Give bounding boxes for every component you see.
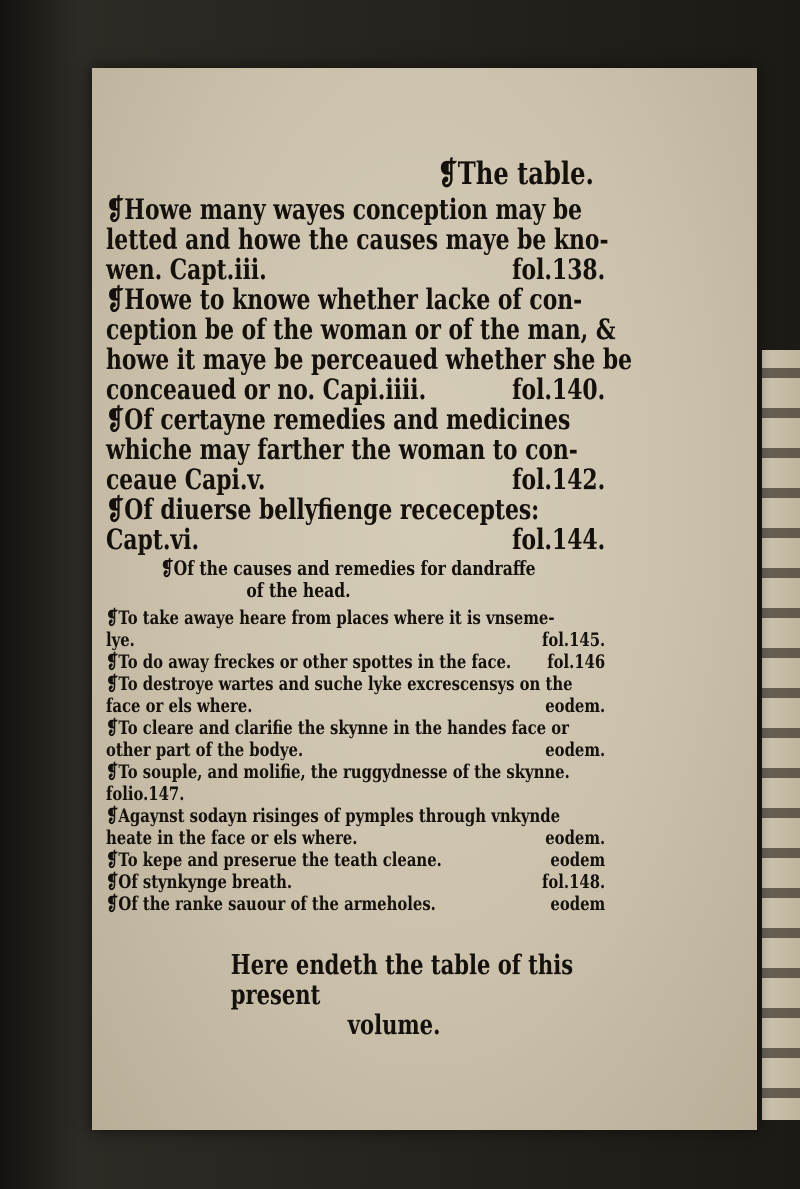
entry-last-line — [106, 783, 605, 805]
table-entry — [106, 405, 605, 495]
entry-last-line — [106, 695, 605, 717]
table-entry — [106, 849, 605, 871]
entry-line-text: To souple, and molifie, the ruggydnesse of the skynne. — [118, 761, 570, 783]
folio-reference: fol.142. — [512, 463, 606, 496]
subheading-line-1 — [161, 557, 606, 579]
table-entry — [106, 871, 605, 893]
entry-last-line-text: conceaued or no. Capi.iiii. — [106, 373, 427, 406]
folio-reference: fol.145. — [542, 629, 606, 651]
table-entry — [106, 283, 633, 406]
entry-line — [106, 405, 605, 435]
table-entry — [106, 761, 605, 805]
folio-reference: eodem — [550, 849, 606, 871]
small-entries — [106, 607, 605, 915]
entry-last-line — [106, 827, 605, 849]
entry-last-line — [106, 465, 605, 495]
pilcrow-icon: ❡ — [106, 283, 125, 316]
table-entry — [106, 893, 605, 915]
closing-text — [106, 951, 605, 1041]
heading-text: The table. — [457, 156, 594, 192]
pilcrow-icon: ❡ — [106, 193, 125, 226]
entry-last-line-text: folio.147. — [106, 783, 185, 805]
table-entry — [106, 717, 605, 761]
entry-line — [106, 435, 605, 465]
pilcrow-icon: ❡ — [106, 493, 125, 526]
large-entries — [106, 193, 633, 556]
table-entry — [106, 607, 605, 651]
entry-last-line — [106, 629, 605, 651]
entry-line — [106, 313, 616, 346]
entry-line-text: Of diuerse bellyfienge receceptes: — [124, 493, 540, 526]
entry-last-line-text: Of stynkynge breath. — [118, 871, 293, 893]
pilcrow-icon: ❡ — [106, 673, 119, 695]
entry-line-text: Howe many wayes conception may be — [124, 193, 583, 226]
pilcrow-icon: ❡ — [437, 156, 458, 192]
page-heading — [106, 153, 605, 195]
entry-line-text: To destroye wartes and suche lyke excrescensys on the — [118, 673, 573, 695]
entry-last-line-text: Of the ranke sauour of the armeholes. — [118, 893, 436, 915]
pilcrow-icon: ❡ — [106, 871, 119, 893]
entry-line-text: Of certayne remedies and medicines — [124, 403, 571, 436]
closing-line-2: volume. — [347, 1010, 441, 1041]
entry-last-line — [106, 651, 605, 673]
subheading-line-2: of the head. — [246, 578, 351, 602]
entry-line-text: To cleare and clarifie the skynne in the handes face or — [118, 717, 569, 739]
folio-reference: fol.138. — [512, 253, 606, 286]
entry-line-text: whiche may farther the woman to con- — [106, 433, 578, 466]
pilcrow-icon: ❡ — [160, 556, 174, 580]
entry-last-line-text: ceaue Capi.v. — [106, 463, 266, 496]
entry-line-text: Howe to knowe whether lacke of con- — [124, 283, 583, 316]
entry-last-line-text: Capt.vi. — [106, 523, 200, 556]
entry-line-text: howe it maye be perceaued whether she be — [106, 343, 633, 376]
entry-line — [106, 607, 605, 629]
folio-reference: fol.144. — [512, 523, 606, 556]
entry-last-line — [106, 375, 605, 405]
entry-last-line — [106, 525, 605, 555]
entry-last-line — [106, 849, 605, 871]
facing-page-edge — [762, 350, 800, 1120]
pilcrow-icon: ❡ — [106, 607, 119, 629]
pilcrow-icon: ❡ — [106, 717, 119, 739]
entry-line — [106, 761, 605, 783]
table-entry — [106, 495, 605, 555]
pilcrow-icon: ❡ — [106, 893, 119, 915]
entry-line-text: To take awaye heare from places where it is vnseme- — [118, 607, 555, 629]
entry-last-line-text: wen. Capt.iii. — [106, 253, 267, 286]
entry-last-line-text: heate in the face or els where. — [106, 827, 358, 849]
pilcrow-icon: ❡ — [106, 849, 119, 871]
entry-last-line — [106, 255, 605, 285]
entry-line — [106, 343, 633, 376]
entry-last-line — [106, 739, 605, 761]
entry-last-line — [106, 871, 605, 893]
entry-last-line-text: To kepe and preserue the teath cleane. — [118, 849, 442, 871]
entry-last-line-text: face or els where. — [106, 695, 253, 717]
entry-last-line-text: To do away freckes or other spottes in the face. — [118, 651, 512, 673]
entry-last-line-text: other part of the bodye. — [106, 739, 304, 761]
entry-line — [106, 195, 605, 225]
folio-reference: eodem. — [545, 739, 606, 761]
folio-reference: eodem. — [545, 827, 606, 849]
table-entry — [106, 651, 605, 673]
page-text — [106, 75, 633, 1041]
pilcrow-icon: ❡ — [106, 761, 119, 783]
entry-last-line-text: lye. — [106, 629, 135, 651]
folio-reference: fol.140. — [512, 373, 606, 406]
entry-line — [106, 673, 605, 695]
entry-line — [106, 223, 609, 256]
closing-line-1: Here endeth the table of this present — [230, 950, 574, 1011]
entry-line — [106, 495, 605, 525]
subheading — [106, 557, 605, 601]
subheading-text-1: Of the causes and remedies for dandraffe — [173, 556, 536, 580]
entry-line — [106, 717, 605, 739]
entry-line — [106, 805, 605, 827]
table-entry — [106, 805, 605, 849]
entry-line-text: ception be of the woman or of the man, & — [106, 313, 616, 346]
entry-line-text: letted and howe the causes maye be kno- — [106, 223, 609, 256]
folio-reference: fol.146 — [547, 651, 606, 673]
pilcrow-icon: ❡ — [106, 403, 125, 436]
pilcrow-icon: ❡ — [106, 805, 119, 827]
folio-reference: eodem — [550, 893, 606, 915]
table-entry — [106, 193, 609, 286]
facing-page-bleed — [762, 350, 800, 1120]
entry-last-line — [106, 893, 605, 915]
table-entry — [106, 673, 605, 717]
pilcrow-icon: ❡ — [106, 651, 119, 673]
folio-reference: fol.148. — [542, 871, 606, 893]
folio-reference: eodem. — [545, 695, 606, 717]
entry-line — [106, 285, 605, 315]
entry-line-text: Agaynst sodayn risinges of pymples through vnkynde — [118, 805, 561, 827]
